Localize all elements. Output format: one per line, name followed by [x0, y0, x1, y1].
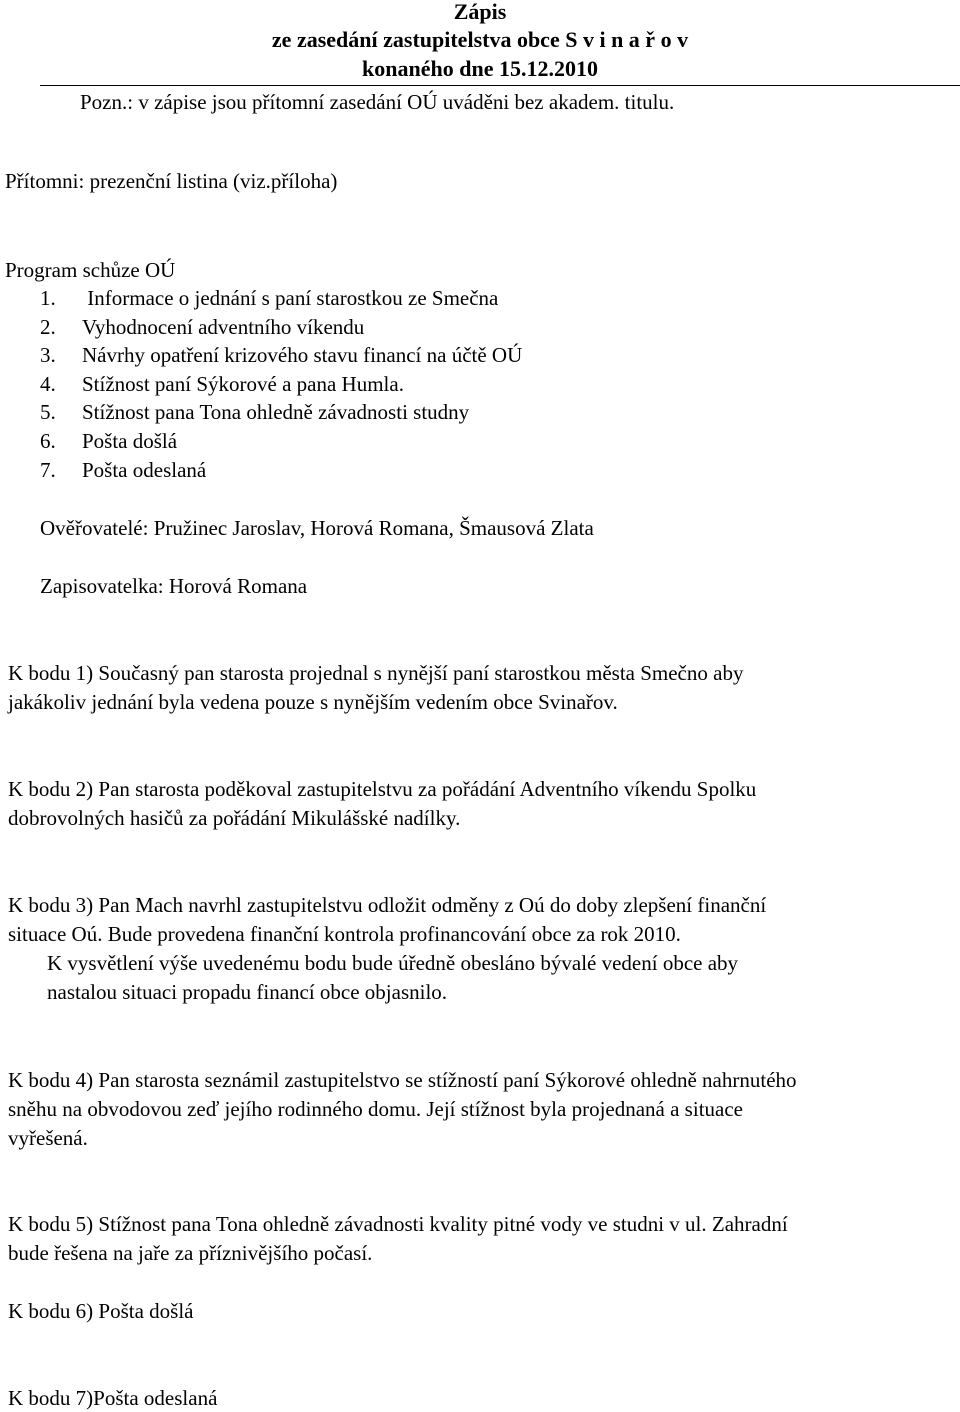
- meeting-date: konaného dne 15.12.2010: [362, 56, 598, 81]
- program-item: 1. Informace o jednání s paní starostkou ze Smečna: [40, 286, 499, 310]
- program-item: 6. Pošta došlá: [40, 428, 178, 453]
- program-item: 3. Návrhy opatření krizového stavu financí na účtě OÚ: [40, 343, 523, 368]
- point-5: K bodu 5) Stížnost pana Tona ohledně závadnosti kvality pitné vody ve studni v ul. Zahradní bude řešena na jaře za příznivějšího počasí.: [8, 1212, 788, 1265]
- program-item: 7. Pošta odeslaná: [40, 457, 207, 482]
- document-title: Zápis: [453, 0, 507, 24]
- point-2: K bodu 2) Pan starosta poděkoval zastupitelstvu za pořádání Adventního víkendu Spolku dobrovolných hasičů za pořádání Mikulášské nadílky.: [8, 777, 757, 830]
- point-4: K bodu 4) Pan starosta seznámil zastupitelstvo se stížností paní Sýkorové ohledně nahrnutého sněhu na obvodovou zeď jejího rodinného domu. Její stížnost byla projednaná a situace vyřešená.: [8, 1068, 797, 1150]
- point-6: K bodu 6) Pošta došlá: [8, 1299, 194, 1323]
- present-line: Přítomni: prezenční listina (viz.příloha): [5, 169, 338, 193]
- program-heading: Program schůze OÚ: [5, 258, 176, 282]
- verifiers-line: Ověřovatelé: Pružinec Jaroslav, Horová Romana, Šmausová Zlata: [40, 516, 594, 540]
- header-divider: [40, 85, 960, 86]
- recorder-line: Zapisovatelka: Horová Romana: [40, 574, 308, 598]
- note-line: Pozn.: v zápise jsou přítomní zasedání OÚ uváděni bez akadem. titulu.: [80, 90, 675, 114]
- point-3: K bodu 3) Pan Mach navrhl zastupitelstvu odložit odměny z Oú do doby zlepšení finanční situace Oú. Bude provedena finanční kontrola profinancování obce za rok 2010. K vysvětlení výše uvedenému bodu bude úředně obesláno bývalé vedení obce aby nastalou situaci propadu financí obce objasnilo.: [8, 893, 767, 1004]
- program-item: 2. Vyhodnocení adventního víkendu: [40, 314, 365, 339]
- program-item: 4. Stížnost paní Sýkorové a pana Humla.: [40, 371, 404, 396]
- point-7: K bodu 7)Pošta odeslaná: [8, 1386, 218, 1410]
- document-subtitle: ze zasedání zastupitelstva obce S v i n a ř o v: [271, 27, 689, 52]
- program-list: [40, 284, 522, 484]
- point-1: K bodu 1) Současný pan starosta projednal s nynější paní starostkou města Smečno aby jakákoliv jednání byla vedena pouze s nynějším vedením obce Svinařov.: [8, 661, 744, 714]
- program-item: 5. Stížnost pana Tona ohledně závadnosti studny: [40, 400, 470, 425]
